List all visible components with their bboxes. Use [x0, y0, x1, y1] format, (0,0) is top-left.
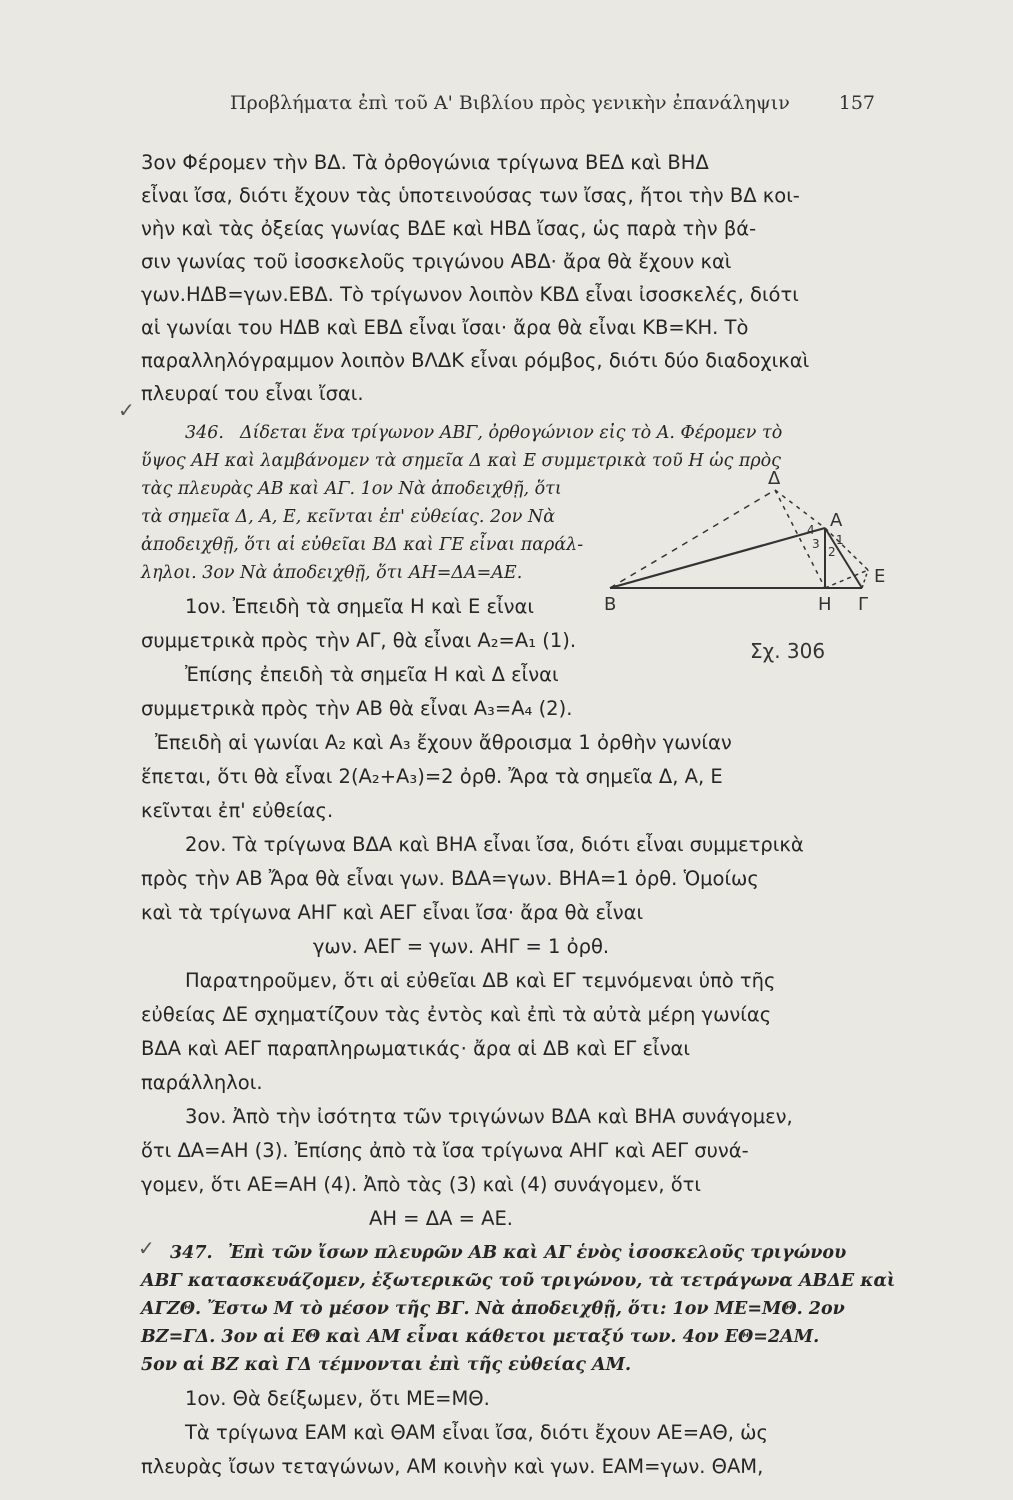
text-line: σιν γωνίας τοῦ ἰσοσκελοῦς τριγώνου ΑΒΔ· ἄρα θὰ ἔχουν καὶ — [141, 250, 732, 273]
solution-line: παράλληλοι. — [141, 1071, 263, 1094]
solution-line: συμμετρικὰ πρὸς τὴν ΑΒ θὰ εἶναι Α₃=Α₄ (2). — [141, 697, 573, 720]
text-line: πλευραί του εἶναι ἴσαι. — [141, 382, 364, 405]
running-title: Προβλήματα ἐπὶ τοῦ Α' Βιβλίου πρὸς γενικὴν ἐπανάληψιν — [230, 92, 790, 114]
text-line: νὴν καὶ τὰς ὀξείας γωνίας ΒΔΕ καὶ ΗΒΔ ἴσας, ὡς παρὰ τὴν βά- — [141, 217, 757, 240]
text-line: γων.ΗΔΒ=γων.ΕΒΔ. Τὸ τρίγωνον λοιπὸν ΚΒΔ εἶναι ἰσοσκελές, διότι — [141, 283, 799, 306]
label-D: Δ — [768, 470, 781, 489]
solution-line: 1ον. Ἐπειδὴ τὰ σημεῖα Η καὶ Ε εἶναι — [185, 595, 534, 618]
page-number: 157 — [838, 92, 875, 114]
solution-line: Τὰ τρίγωνα ΕΑΜ καὶ ΘΑΜ εἶναι ἴσα, διότι ἔχουν ΑΕ=ΑΘ, ὡς — [185, 1421, 768, 1444]
solution-line: γομεν, ὅτι ΑΕ=ΑΗ (4). Ἀπὸ τὰς (3) καὶ (4) συνάγομεν, ὅτι — [141, 1173, 701, 1196]
angle-label-3: 3 — [812, 537, 820, 551]
margin-checkmark-icon: ✓ — [138, 1236, 155, 1260]
solution-line: ΒΔΑ καὶ ΑΕΓ παραπληρωματικάς· ἄρα αἱ ΔΒ καὶ ΕΓ εἶναι — [141, 1037, 690, 1060]
dashed-BD — [610, 490, 775, 588]
solution-equation: γων. ΑΕΓ = γων. ΑΗΓ = 1 ὀρθ. — [312, 935, 610, 958]
problem-statement-line: 5ον αἱ ΒΖ καὶ ΓΔ τέμνονται ἐπὶ τῆς εὐθείας ΑΜ. — [141, 1355, 632, 1375]
solution-line: ὅτι ΔΑ=ΑΗ (3). Ἐπίσης ἀπὸ τὰ ἴσα τρίγωνα ΑΗΓ καὶ ΑΕΓ συνά- — [141, 1139, 749, 1162]
problem-statement-line: ληλοι. 3ον Νὰ ἀποδειχθῇ, ὅτι ΑΗ=ΔΑ=ΑΕ. — [141, 563, 523, 583]
solution-line: Παρατηροῦμεν, ὅτι αἱ εὐθεῖαι ΔΒ καὶ ΕΓ τεμνόμεναι ὑπὸ τῆς — [185, 969, 776, 992]
solution-line: κεῖνται ἐπ' εὐθείας. — [141, 799, 334, 822]
problem-statement-line: ὕψος ΑΗ καὶ λαμβάνομεν τὰ σημεῖα Δ καὶ Ε συμμετρικὰ τοῦ Η ὡς πρὸς — [141, 451, 781, 471]
label-G: Γ — [858, 594, 869, 615]
solution-equation: ΑΗ = ΔΑ = ΑΕ. — [368, 1207, 513, 1230]
text-line: παραλληλόγραμμον λοιπὸν ΒΛΔΚ εἶναι ρόμβος, διότι δύο διαδοχικαὶ — [141, 349, 810, 372]
solution-line: 2ον. Τὰ τρίγωνα ΒΔΑ καὶ ΒΗΑ εἶναι ἴσα, διότι εἶναι συμμετρικὰ — [185, 833, 804, 856]
text-line: εἶναι ἴσα, διότι ἔχουν τὰς ὑποτεινούσας των ἴσας, ἤτοι τὴν ΒΔ κοι- — [141, 184, 800, 207]
problem-number: 347. — [170, 1243, 213, 1263]
solution-line: συμμετρικὰ πρὸς τὴν ΑΓ, θὰ εἶναι Α₂=Α₁ (1). — [141, 629, 577, 652]
margin-checkmark-icon: ✓ — [118, 398, 135, 422]
label-E: Ε — [874, 566, 886, 587]
problem-statement-line: ΒΖ=ΓΔ. 3ον αἱ ΕΘ καὶ ΑΜ εἶναι κάθετοι μεταξύ των. 4ον ΕΘ=2ΑΜ. — [141, 1327, 820, 1347]
angle-label-2: 2 — [828, 545, 836, 559]
running-header — [230, 92, 875, 114]
label-H: Η — [818, 594, 832, 615]
solution-line: Ἐπίσης ἐπειδὴ τὰ σημεῖα Η καὶ Δ εἶναι — [185, 663, 559, 686]
solution-line: πρὸς τὴν ΑΒ Ἄρα θὰ εἶναι γων. ΒΔΑ=γων. ΒΗΑ=1 ὀρθ. Ὁμοίως — [141, 867, 759, 890]
problem-statement-line: ΑΓΖΘ. Ἔστω Μ τὸ μέσον τῆς ΒΓ. Νὰ ἀποδειχθῇ, ὅτι: 1ον ΜΕ=ΜΘ. 2ον — [141, 1299, 845, 1319]
problem-statement-line: τὰ σημεῖα Δ, Α, Ε, κεῖνται ἐπ' εὐθείας. 2ον Νὰ — [141, 507, 556, 527]
problem-statement-line: τὰς πλευρὰς ΑΒ καὶ ΑΓ. 1ον Νὰ ἀποδειχθῇ, ὅτι — [141, 479, 562, 499]
angle-label-1: 1 — [836, 533, 844, 547]
solution-line: 1ον. Θὰ δείξωμεν, ὅτι ΜΕ=ΜΘ. — [185, 1387, 490, 1410]
problem-statement-line: ἀποδειχθῇ, ὅτι αἱ εὐθεῖαι ΒΔ καὶ ΓΕ εἶναι παράλ- — [141, 535, 584, 555]
solution-line: 3ον. Ἀπὸ τὴν ἰσότητα τῶν τριγώνων ΒΔΑ καὶ ΒΗΑ συνάγομεν, — [185, 1105, 793, 1128]
figure-caption: Σχ. 306 — [750, 639, 826, 663]
solution-line: καὶ τὰ τρίγωνα ΑΗΓ καὶ ΑΕΓ εἶναι ἴσα· ἄρα θὰ εἶναι — [141, 901, 644, 924]
solution-line: ἕπεται, ὅτι θὰ εἶναι 2(Α₂+Α₃)=2 ὀρθ. Ἄρα τὰ σημεῖα Δ, Α, Ε — [141, 765, 723, 788]
problem-statement-line: Ἐπὶ τῶν ἴσων πλευρῶν ΑΒ καὶ ΑΓ ἑνὸς ἰσοσκελοῦς τριγώνου — [228, 1243, 847, 1263]
problem-number: 346. — [185, 423, 224, 443]
label-A: Α — [830, 510, 843, 531]
problem-statement-line: Δίδεται ἕνα τρίγωνον ΑΒΓ, ὀρθογώνιον εἰς τὸ Α. Φέρομεν τὸ — [240, 423, 783, 443]
text-line: 3ον Φέρομεν τὴν ΒΔ. Τὰ ὀρθογώνια τρίγωνα ΒΕΔ καὶ ΒΗΔ — [141, 151, 709, 174]
angle-label-4: 4 — [807, 523, 815, 537]
figure-306 — [600, 470, 900, 690]
label-B: Β — [604, 594, 617, 615]
solution-line: Ἐπειδὴ αἱ γωνίαι Α₂ καὶ Α₃ ἔχουν ἄθροισμα 1 ὀρθὴν γωνίαν — [155, 731, 732, 754]
problem-statement-line: ΑΒΓ κατασκευάζομεν, ἐξωτερικῶς τοῦ τριγώνου, τὰ τετράγωνα ΑΒΔΕ καὶ — [141, 1271, 896, 1291]
dashed-HE — [825, 570, 868, 588]
solution-line: εὐθείας ΔΕ σχηματίζουν τὰς ἐντὸς καὶ ἐπὶ τὰ αὐτὰ μέρη γωνίας — [141, 1003, 772, 1026]
solution-line: πλευρὰς ἴσων τεταγώνων, ΑΜ κοινὴν καὶ γων. ΕΑΜ=γων. ΘΑΜ, — [141, 1455, 764, 1478]
text-line: αἱ γωνίαι του ΗΔΒ καὶ ΕΒΔ εἶναι ἴσαι· ἄρα θὰ εἶναι ΚΒ=ΚΗ. Τὸ — [141, 316, 749, 339]
dashed-DA — [775, 490, 825, 528]
side-BA — [610, 528, 825, 588]
